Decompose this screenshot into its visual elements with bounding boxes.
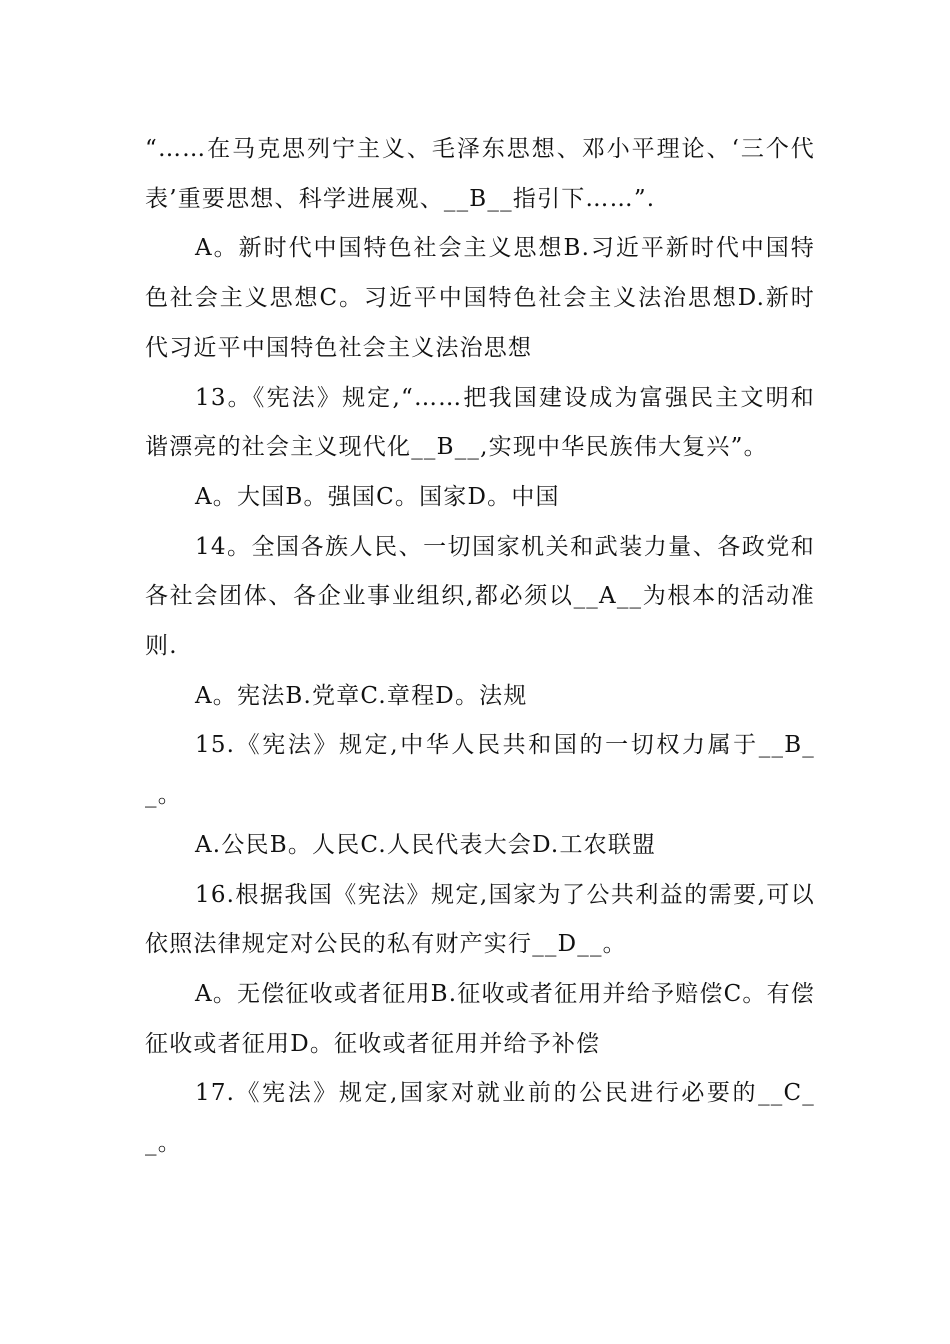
- paragraph-q17-stem: 17.《宪法》规定,国家对就业前的公民进行必要的__C__。: [145, 1080, 815, 1157]
- paragraph-q13-stem: 13。《宪法》规定,“……把我国建设成为富强民主文明和谐漂亮的社会主义现代化__B__,实现中华民族伟大复兴”。: [145, 384, 815, 461]
- paragraph-q14-options: A。宪法B.党章C.章程D。法规: [195, 682, 528, 709]
- paragraph-q12-stem: “……在马克思列宁主义、毛泽东思想、邓小平理论、‘三个代表’重要思想、科学进展观、__B__指引下……”.: [145, 136, 815, 212]
- paragraph-q15-options: A.公民B。人民C.人民代表大会D.工农联盟: [195, 831, 657, 858]
- paragraph-q13-options: A。大国B。强国C。国家D。中国: [195, 483, 560, 510]
- paragraph-q12-options: A。新时代中国特色社会主义思想B.习近平新时代中国特色社会主义思想C。习近平中国特色社会主义法治思想D.新时代习近平中国特色社会主义法治思想: [145, 235, 815, 361]
- paragraph-q16-options: A。无偿征收或者征用B.征收或者征用并给予赔偿C。有偿征收或者征用D。征收或者征用并给予补偿: [145, 980, 815, 1057]
- paragraph-q15-stem: 15.《宪法》规定,中华人民共和国的一切权力属于__B__。: [145, 732, 815, 809]
- paragraph-q14-stem: 14。全国各族人民、一切国家机关和武装力量、各政党和各社会团体、各企业事业组织,都必须以__A__为根本的活动准则.: [145, 533, 815, 660]
- document-page: [145, 125, 815, 1169]
- paragraph-q16-stem: 16.根据我国《宪法》规定,国家为了公共利益的需要,可以依照法律规定对公民的私有财产实行__D__。: [145, 881, 815, 958]
